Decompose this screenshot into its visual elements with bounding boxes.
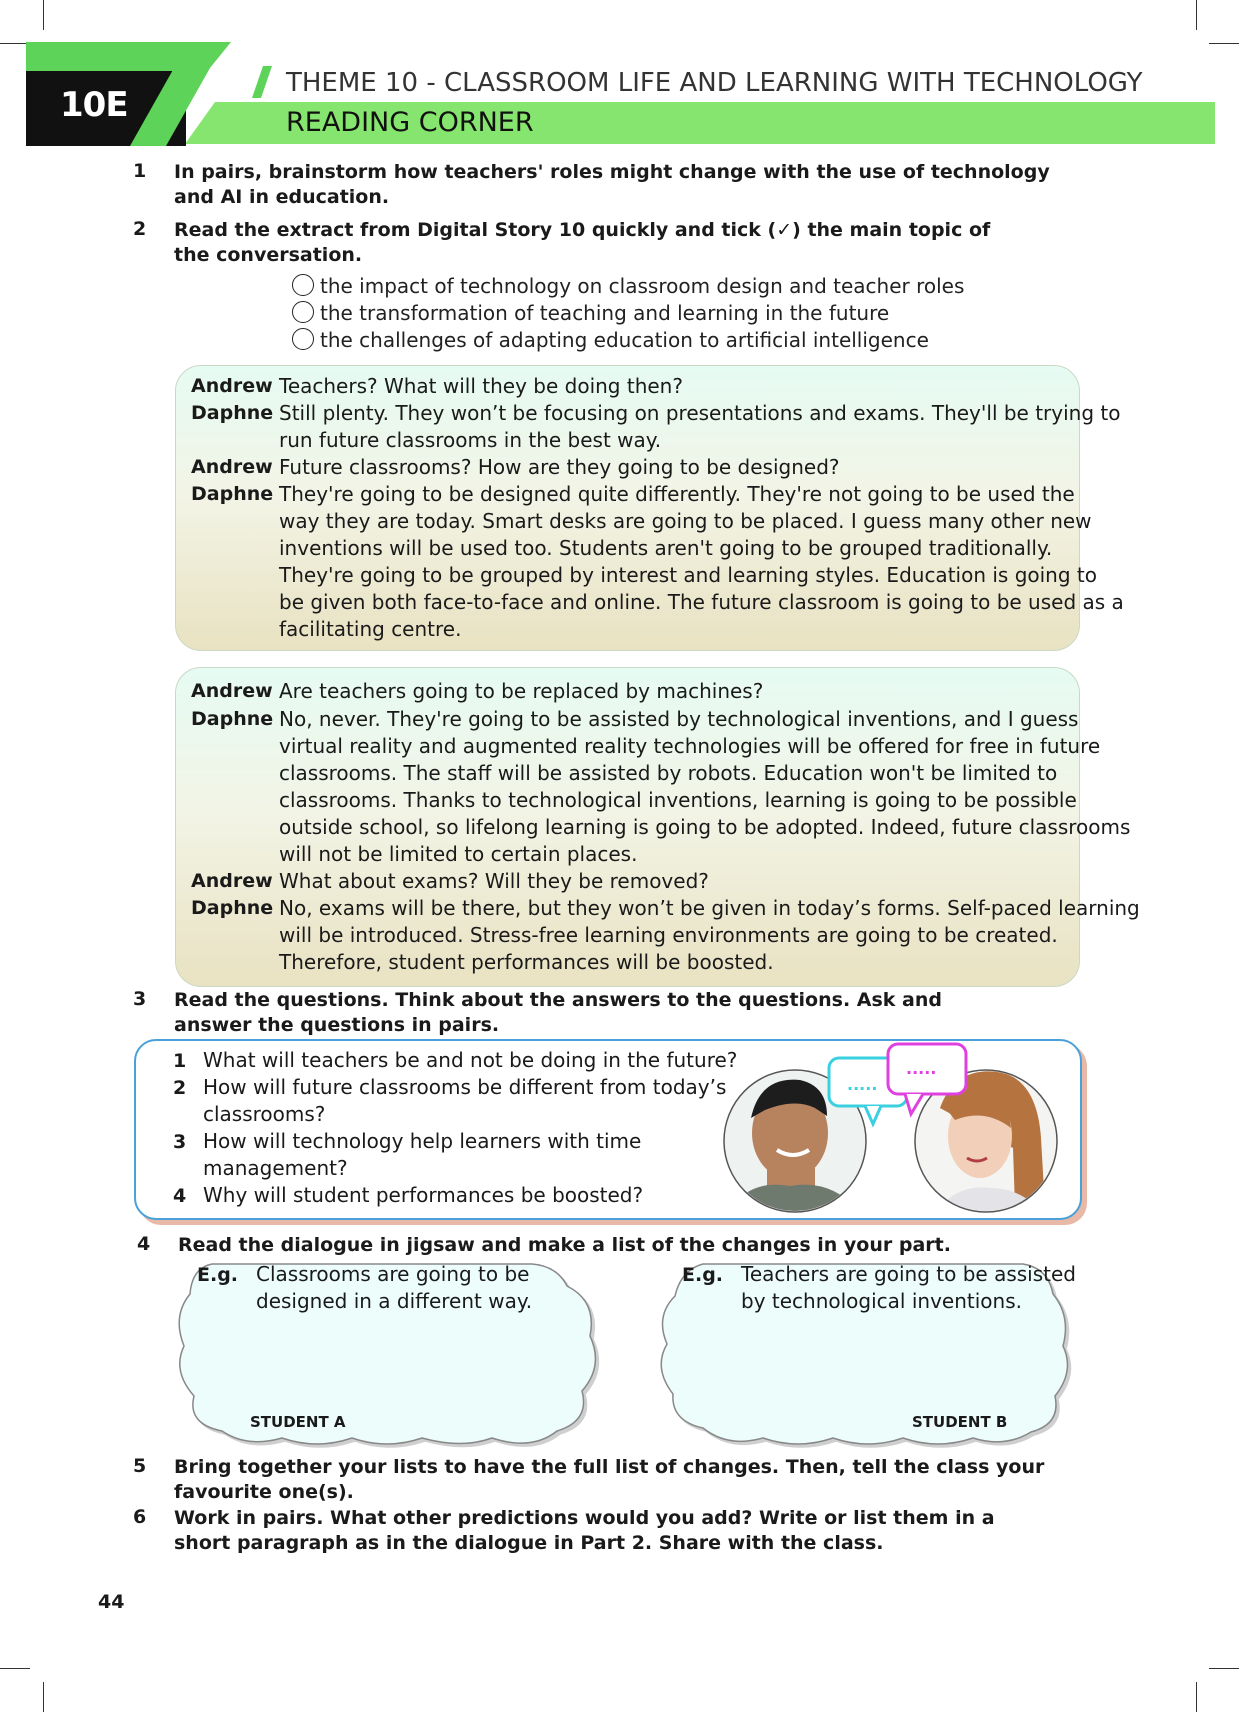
example-line: by technological inventions.	[741, 1289, 1022, 1313]
task-1-instruction: In pairs, brainstorm how teachers' roles might change with the use of technology and AI in education.	[174, 161, 1050, 208]
task-number: 2	[133, 218, 147, 240]
task-number: 3	[133, 988, 147, 1010]
speaker: Andrew	[191, 456, 273, 478]
question-number: 2	[173, 1077, 187, 1099]
dialogue-line: Teachers? What will they be doing then?	[279, 374, 683, 398]
dialogue-line: outside school, so lifelong learning is going to be adopted. Indeed, future classrooms	[279, 815, 1131, 839]
question-number: 1	[173, 1050, 187, 1072]
question: What will teachers be and not be doing in the future?	[203, 1048, 738, 1072]
radio-circle-icon[interactable]	[292, 274, 314, 296]
question: How will technology help learners with time	[203, 1129, 642, 1153]
speaker: Daphne	[191, 897, 274, 919]
header-slash	[252, 66, 272, 98]
dialogue-line: Still plenty. They won’t be focusing on presentations and exams. They'll be trying to	[279, 401, 1121, 425]
task-number: 6	[133, 1506, 147, 1528]
question: How will future classrooms be different from today’s	[203, 1075, 727, 1099]
dialogue-line: facilitating centre.	[279, 617, 462, 641]
bubble-dots: .....	[906, 1059, 937, 1078]
dialogue-line: be given both face-to-face and online. The future classroom is going to be used as a	[279, 590, 1124, 614]
radio-circle-icon[interactable]	[292, 301, 314, 323]
option-2[interactable]: the transformation of teaching and learning in the future	[292, 300, 889, 327]
dialogue-line: will not be limited to certain places.	[279, 842, 638, 866]
student-b-label: STUDENT B	[912, 1413, 1008, 1431]
bubble-dots: .....	[847, 1075, 878, 1094]
eg-label: E.g.	[197, 1264, 239, 1286]
example-line: Teachers are going to be assisted	[741, 1262, 1076, 1286]
question-number: 3	[173, 1131, 187, 1153]
crop-mark	[1196, 1682, 1197, 1712]
dialogue-line: They're going to be grouped by interest and learning styles. Education is going to	[279, 563, 1097, 587]
task-4-instruction: Read the dialogue in jigsaw and make a list of the changes in your part.	[178, 1234, 951, 1256]
speaker: Andrew	[191, 870, 273, 892]
example-line: designed in a different way.	[256, 1289, 533, 1313]
dialogue-line: classrooms. The staff will be assisted by robots. Education won't be limited to	[279, 761, 1058, 785]
crop-mark	[43, 0, 44, 30]
dialogue-line: virtual reality and augmented reality technologies will be offered for free in future	[279, 734, 1101, 758]
task-3-instruction: Read the questions. Think about the answers to the questions. Ask and answer the questions in pairs.	[174, 989, 942, 1036]
crop-mark	[43, 1682, 44, 1712]
task-number: 1	[133, 160, 147, 182]
dialogue-line: No, never. They're going to be assisted by technological inventions, and I guess	[279, 707, 1079, 731]
dialogue-line: What about exams? Will they be removed?	[279, 869, 709, 893]
crop-mark	[1209, 1668, 1239, 1669]
example-line: Classrooms are going to be	[256, 1262, 530, 1286]
dialogue-line: will be introduced. Stress-free learning environments are going to be created.	[279, 923, 1058, 947]
dialogue-line: No, exams will be there, but they won’t be given in today’s forms. Self-paced learning	[279, 896, 1140, 920]
dialogue-line: Therefore, student performances will be boosted.	[279, 950, 774, 974]
task-2-instruction: Read the extract from Digital Story 10 quickly and tick (✓) the main topic of the conversation.	[174, 219, 991, 266]
page-number: 44	[98, 1591, 125, 1613]
task-number: 4	[137, 1233, 151, 1255]
task-6-instruction: Work in pairs. What other predictions would you add? Write or list them in a short paragraph as in the dialogue in Part 2. Share with the class.	[174, 1507, 995, 1554]
dialogue-line: Future classrooms? How are they going to be designed?	[279, 455, 840, 479]
dialogue-line: way they are today. Smart desks are going to be placed. I guess many other new	[279, 509, 1092, 533]
task-5-instruction: Bring together your lists to have the full list of changes. Then, tell the class your favourite one(s).	[174, 1456, 1045, 1503]
option-3[interactable]: the challenges of adapting education to artificial intelligence	[292, 327, 929, 354]
student-a-label: STUDENT A	[250, 1413, 346, 1431]
question: management?	[203, 1156, 348, 1180]
crop-mark	[1209, 43, 1239, 44]
option-1[interactable]: the impact of technology on classroom design and teacher roles	[292, 273, 964, 300]
dialogue-line: classrooms. Thanks to technological inventions, learning is going to be possible	[279, 788, 1077, 812]
radio-circle-icon[interactable]	[292, 328, 314, 350]
eg-label: E.g.	[682, 1264, 724, 1286]
question: classrooms?	[203, 1102, 326, 1126]
speaker: Daphne	[191, 708, 274, 730]
speaker: Andrew	[191, 680, 273, 702]
theme-title: THEME 10 - CLASSROOM LIFE AND LEARNING WITH TECHNOLOGY	[286, 68, 1143, 98]
dialogue-line: They're going to be designed quite differently. They're not going to be used the	[279, 482, 1075, 506]
question: Why will student performances be boosted?	[203, 1183, 644, 1207]
speaker: Daphne	[191, 402, 274, 424]
students-illustration	[715, 1038, 1065, 1218]
crop-mark	[1196, 0, 1197, 30]
dialogue-line: run future classrooms in the best way.	[279, 428, 662, 452]
task-number: 5	[133, 1455, 147, 1477]
speaker: Daphne	[191, 483, 274, 505]
speaker: Andrew	[191, 375, 273, 397]
question-number: 4	[173, 1185, 187, 1207]
crop-mark	[0, 43, 30, 44]
dialogue-line: Are teachers going to be replaced by machines?	[279, 679, 764, 703]
dialogue-line: inventions will be used too. Students aren't going to be grouped traditionally.	[279, 536, 1053, 560]
crop-mark	[0, 1668, 30, 1669]
unit-code: 10E	[60, 85, 128, 125]
section-title: READING CORNER	[286, 107, 534, 138]
